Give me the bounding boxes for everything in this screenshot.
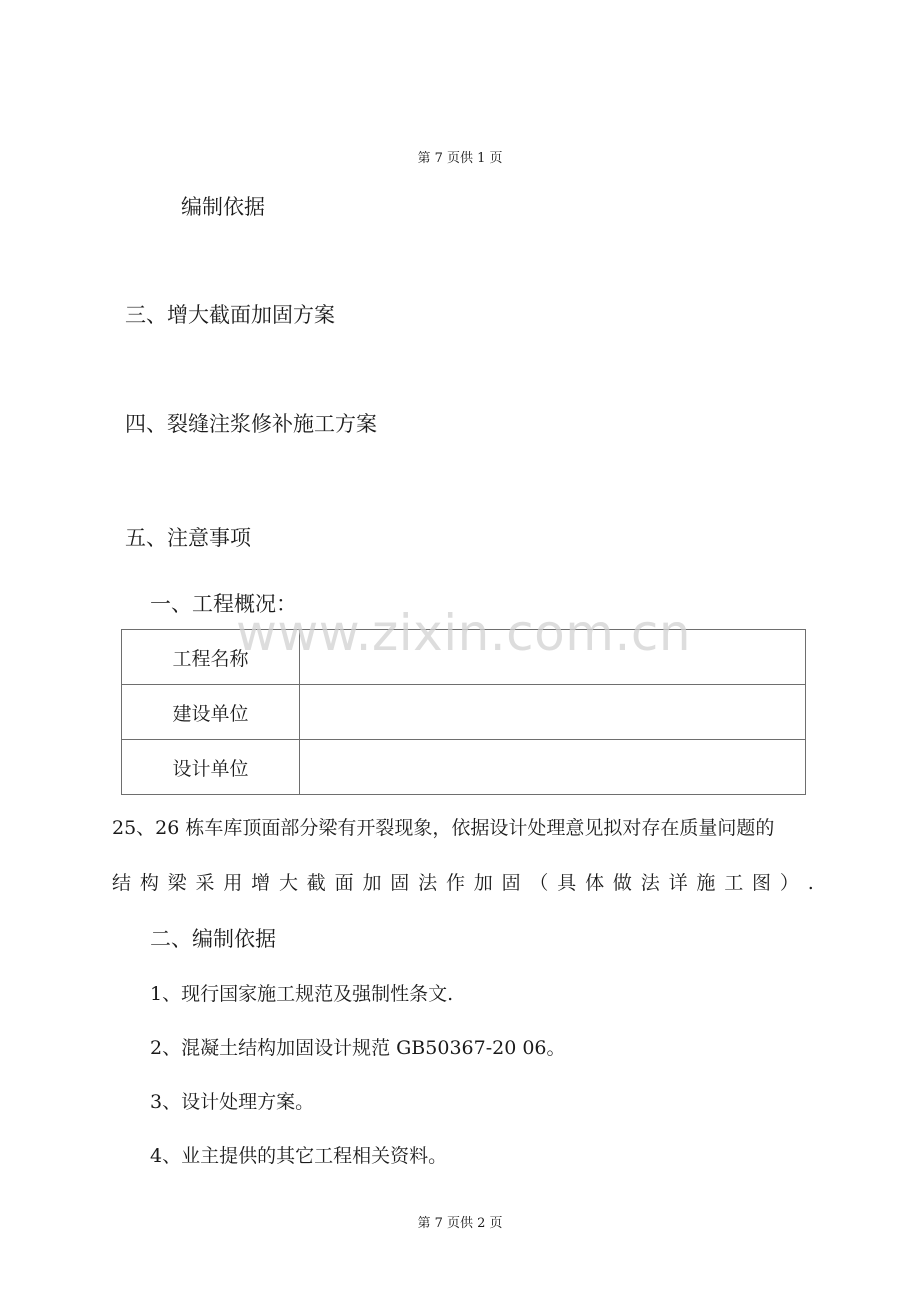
table-cell-value xyxy=(300,740,806,795)
paragraph-char: （ xyxy=(529,872,549,894)
paragraph-char: 具 xyxy=(557,872,577,894)
paragraph-char: 截 xyxy=(306,872,326,894)
page-footer-bottom: 第 7 页供 2 页 xyxy=(417,1216,503,1231)
paragraph-line-1: 25、26 栋车库顶面部分梁有开裂现象，依据设计处理意见拟对存在质量问题的 xyxy=(112,817,775,839)
paragraph-char: 法 xyxy=(418,872,438,894)
paragraph-char: 加 xyxy=(473,872,493,894)
paragraph-char: 用 xyxy=(223,872,243,894)
table-cell-value xyxy=(300,685,806,740)
paragraph-char: ） xyxy=(779,872,799,894)
section-2-heading: 二、编制依据 xyxy=(150,927,276,951)
watermark: www.zixin.com.cn xyxy=(236,604,692,662)
paragraph-char: 体 xyxy=(585,872,605,894)
paragraph-char: 工 xyxy=(724,872,744,894)
paragraph-char: 构 xyxy=(139,872,159,894)
basis-item-3: 3、设计处理方案。 xyxy=(150,1091,315,1113)
paragraph-char: 采 xyxy=(195,872,215,894)
paragraph-char: 法 xyxy=(640,872,660,894)
paragraph-char: 固 xyxy=(390,872,410,894)
paragraph-char: . xyxy=(807,872,814,894)
paragraph-line-2 xyxy=(112,874,814,893)
table-cell-label: 设计单位 xyxy=(122,740,300,795)
paragraph-char: 详 xyxy=(668,872,688,894)
table-row xyxy=(122,685,806,740)
paragraph-char: 图 xyxy=(752,872,772,894)
basis-item-1: 1、现行国家施工规范及强制性条文. xyxy=(150,983,454,1005)
table-cell-label: 建设单位 xyxy=(122,685,300,740)
toc-item-section-4: 四、裂缝注浆修补施工方案 xyxy=(125,412,377,436)
paragraph-char: 梁 xyxy=(167,872,187,894)
paragraph-char: 面 xyxy=(334,872,354,894)
paragraph-char: 固 xyxy=(501,872,521,894)
paragraph-char: 加 xyxy=(362,872,382,894)
basis-item-4: 4、业主提供的其它工程相关资料。 xyxy=(150,1145,448,1167)
paragraph-char: 施 xyxy=(696,872,716,894)
paragraph-char: 作 xyxy=(445,872,465,894)
toc-item-basis: 编制依据 xyxy=(181,195,265,219)
toc-item-section-5: 五、注意事项 xyxy=(125,526,251,550)
paragraph-char: 做 xyxy=(612,872,632,894)
page-footer-top: 第 7 页供 1 页 xyxy=(417,151,503,166)
paragraph-char: 大 xyxy=(278,872,298,894)
basis-item-2: 2、混凝土结构加固设计规范 GB50367-20 06。 xyxy=(150,1037,566,1059)
paragraph-char: 结 xyxy=(112,872,132,894)
table-cell-label: 工程名称 xyxy=(122,630,300,685)
table-row xyxy=(122,740,806,795)
paragraph-char: 增 xyxy=(251,872,271,894)
section-1-heading: 一、工程概况： xyxy=(150,592,297,616)
toc-item-section-3: 三、增大截面加固方案 xyxy=(125,303,335,327)
